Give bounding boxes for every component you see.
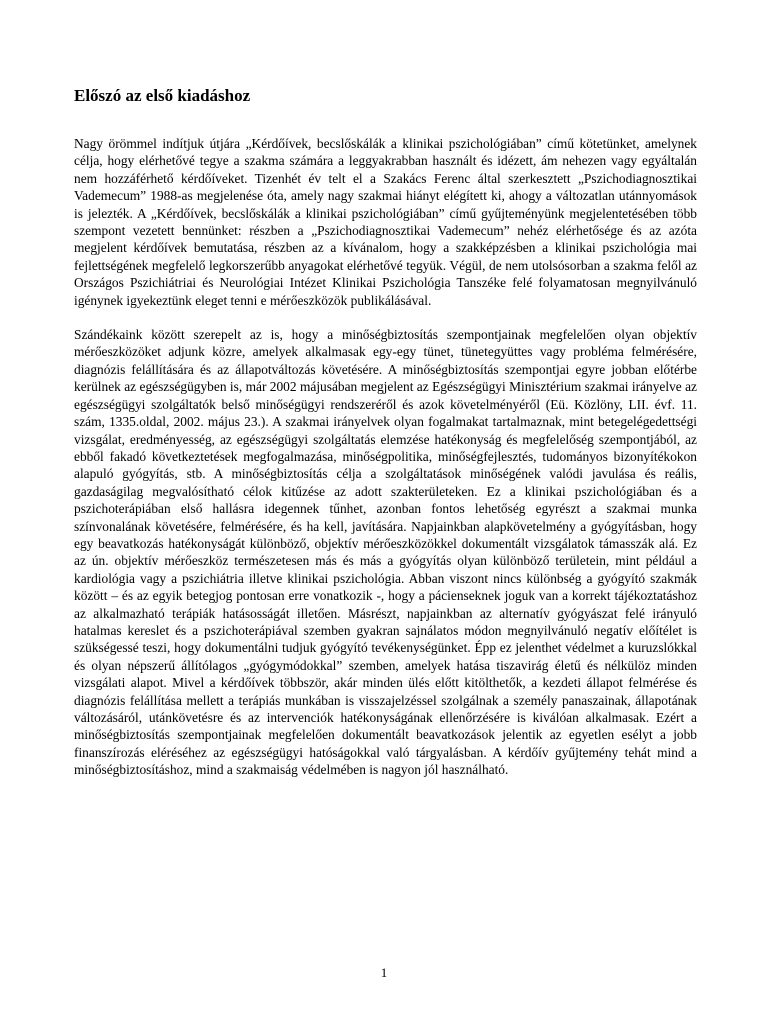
paragraph-1: Nagy örömmel indítjuk útjára „Kérdőívek, becslőskálák a klinikai pszichológiában” című kötetünket, amelynek célja, hogy elérhetővé tegye a szakma számára a leggyakrabban használt és idézett, ám nehezen vagy egyáltalán nem hozzáférhető kérdőíveket. Tizenhét év telt el a Szakács Ferenc által szerkesztett „Pszichodiagnosztikai Vademecum” 1988-as megjelenése óta, amely nagy szakmai hiányt elégített ki, ahogy a változatlan utánnyomások is jelezték. A „Kérdőívek, becslőskálák a klinikai pszichológiában” című gyűjteményünk megjelentetésében több szempont vezetett bennünket: részben a „Pszichodiagnosztikai Vademecum” nehéz elérhetősége és az azóta megjelent kérdőívek bemutatása, részben az a kívánalom, hogy a szakképzésben a klinikai pszichológia mai fejlettségének megfelelő legkorszerűbb anyagokat elérhetővé tegyük. Végül, de nem utolsósorban a szakma felől az Országos Pszichiátriai és Neurológiai Intézet Klinikai Pszichológia Tanszéke felé folyamatosan megnyilvánuló igénynek igyekeztünk eleget tenni e mérőeszközök publikálásával. — [74, 136, 697, 308]
paragraph-2: Szándékaink között szerepelt az is, hogy a minőségbiztosítás szempontjainak megfelelően olyan objektív mérőeszközöket adjunk közre, amelyek alkalmasak egy-egy tünet, tünetegyüttes vagy probléma felmérésére, diagnózis felállítására és az állapotváltozás követésére. A minőségbiztosítás szempontjai egyre jobban előtérbe kerülnek az egészségügyben is, már 2002 májusában megjelent az Egészségügyi Minisztérium szakmai irányelve az egészségügyi szolgáltatók belső minőségügyi rendszeréről és azok követelményéről (Eü. Közlöny, LII. évf. 11. szám, 1335.oldal, 2002. május 23.). A szakmai irányelvek olyan fogalmakat tartalmaznak, mint betegelégedettségi vizsgálat, eredményesség, az egészségügyi szolgáltatás elemzése hatékonyság és megfelelőség szempontjából, az ebből fakadó következtetések megfogalmazása, minőségpolitika, minőségfejlesztés, tudományos bizonyítékokon alapuló gyógyítás, stb. A minőségbiztosítás célja a szolgáltatások minőségének valódi javulása és reális, gazdaságilag megvalósítható célok kitűzése az adott szakterületeken. Ez a klinikai pszichológiában és a pszichoterápiában első hallásra idegennek tűnhet, azonban fontos lehetőség egyrészt a szakmai munka színvonalának követésére, felmérésére, és ha kell, javítására. Napjainkban alapkövetelmény a gyógyításban, hogy egy beavatkozás hatékonyságát különböző, objektív mérőeszközökkel dokumentált vizsgálatok támasszák alá. Ez az ún. objektív mérőeszköz természetesen más és más a gyógyítás olyan különböző területein, mint például a kardiológia vagy a pszichiátria illetve klinikai pszichológia. Abban viszont nincs különbség a gyógyító szakmák között – és az egyik betegjog pontosan erre vonatkozik -, hogy a pácienseknek joguk van a korrekt tájékoztatáshoz az alkalmazható terápiák hatásosságát illetően. Másrészt, napjainkban az alternatív gyógyászat felé irányuló hatalmas kereslet és a pszichoterápiával szemben gyakran sajnálatos módon megnyilvánuló negatív előítélet is szükségessé teszi, hogy dokumentálni tudjuk gyógyító tevékenységünket. Épp ez jelenthet védelmet a kuruzslókkal és olyan népszerű állítólagos „gyógymódokkal” szemben, amelyek hatása tiszavirág életű és nélkülöz minden vizsgálati alapot. Mivel a kérdőívek többször, akár minden ülés előtt kitölthetők, a kezdeti állapot felmérése és diagnózis felállítása mellett a terápiás munkában is visszajelzéssel szolgálnak a személy panaszainak, állapotának változásáról, utánkövetésre és az intervenciók hatékonyságának ellenőrzésére is kiválóan alkalmasak. Ezért a minőségbiztosítás szempontjainak megfelelően dokumentált beavatkozások jelentik az egyetlen esélyt a jobb finanszírozás eléréséhez az egészségügyi hatóságokkal való tárgyalásban. A kérdőív gyűjtemény tehát mind a minőségbiztosításhoz, mind a szakmaiság védelmében is nagyon jól használható. — [74, 327, 697, 778]
body-text — [74, 135, 697, 796]
page-number: 1 — [380, 965, 388, 980]
page-title: Előszó az első kiadáshoz — [74, 86, 251, 105]
